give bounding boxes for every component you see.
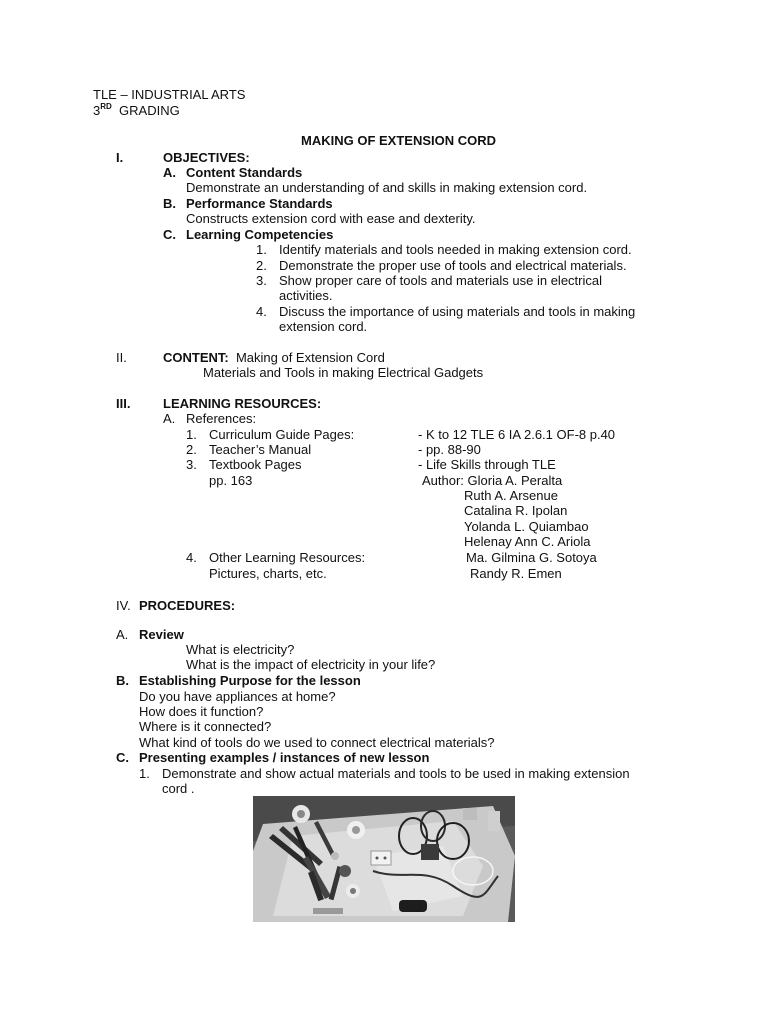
content-standards-label: Content Standards: [186, 165, 303, 180]
reference-pages: pp. 163: [209, 473, 253, 488]
examples-item-text: Demonstrate and show actual materials and tools to be used in making extension: [162, 766, 630, 781]
examples-item-num: 1.: [139, 766, 150, 781]
reference-num: 4.: [186, 550, 197, 565]
content-subtopic: Materials and Tools in making Electrical Gadgets: [203, 365, 484, 380]
reference-num: 1.: [186, 427, 197, 442]
performance-standards-text: Constructs extension cord with ease and dexterity.: [186, 211, 476, 226]
competencies-letter: C.: [163, 227, 176, 242]
reference-label: Curriculum Guide Pages:: [209, 427, 355, 442]
grading-superscript: RD: [100, 101, 112, 111]
review-question: What is electricity?: [186, 642, 295, 657]
review-letter: A.: [116, 627, 129, 642]
references-letter: A.: [163, 411, 176, 426]
reference-sub: Pictures, charts, etc.: [209, 566, 327, 581]
section-label-procedures: PROCEDURES:: [139, 598, 236, 613]
competency-text: Demonstrate the proper use of tools and electrical materials.: [279, 258, 627, 273]
examples-label: Presenting examples / instances of new lesson: [139, 750, 430, 765]
performance-standards-label: Performance Standards: [186, 196, 333, 211]
lesson-title: MAKING OF EXTENSION CORD: [301, 133, 497, 148]
reference-value: - K to 12 TLE 6 IA 2.6.1 OF-8 p.40: [418, 427, 616, 442]
subject-heading: TLE – INDUSTRIAL ARTS: [93, 87, 246, 102]
competencies-label: Learning Competencies: [186, 227, 334, 242]
review-question: What is the impact of electricity in your life?: [186, 657, 436, 672]
competency-text: Identify materials and tools needed in making extension cord.: [279, 242, 632, 257]
grading-number: 3: [93, 103, 101, 118]
competency-text-continued: extension cord.: [279, 319, 368, 334]
section-num-procedures: IV.: [116, 598, 131, 613]
purpose-question: What kind of tools do we used to connect electrical materials?: [139, 735, 495, 750]
purpose-question: How does it function?: [139, 704, 264, 719]
reference-label: Other Learning Resources:: [209, 550, 366, 565]
section-label-content: CONTENT:: [163, 350, 229, 365]
author-name: Ruth A. Arsenue: [464, 488, 558, 503]
examples-item-text-continued: cord .: [162, 781, 195, 796]
purpose-question: Do you have appliances at home?: [139, 689, 336, 704]
purpose-letter: B.: [116, 673, 129, 688]
content-topic: Making of Extension Cord: [235, 350, 385, 365]
competency-text: Discuss the importance of using materials and tools in making: [279, 304, 636, 319]
reference-num: 3.: [186, 457, 197, 472]
references-label: References:: [186, 411, 257, 426]
content-standards-text: Demonstrate an understanding of and skills in making extension cord.: [186, 180, 588, 195]
examples-letter: C.: [116, 750, 129, 765]
performance-standards-letter: B.: [163, 196, 176, 211]
reference-label: Teacher’s Manual: [209, 442, 312, 457]
competency-num: 4.: [256, 304, 267, 319]
author-name: Catalina R. Ipolan: [464, 503, 568, 518]
reference-author: Author: Gloria A. Peralta: [422, 473, 563, 488]
grading-label: [93, 103, 180, 118]
reference-value: Ma. Gilmina G. Sotoya: [466, 550, 597, 565]
competency-text: Show proper care of tools and materials use in electrical: [279, 273, 602, 288]
section-num-resources: III.: [116, 396, 131, 411]
author-name: Yolanda L. Quiambao: [464, 519, 589, 534]
reference-value: - pp. 88-90: [418, 442, 481, 457]
content-line: [163, 350, 385, 365]
competency-num: 2.: [256, 258, 267, 273]
reference-num: 2.: [186, 442, 197, 457]
purpose-question: Where is it connected?: [139, 719, 272, 734]
reference-value: Randy R. Emen: [470, 566, 562, 581]
competency-text-continued: activities.: [279, 288, 333, 303]
section-num-objectives: I.: [116, 150, 124, 165]
reference-value: - Life Skills through TLE: [418, 457, 556, 472]
section-label-objectives: OBJECTIVES:: [163, 150, 250, 165]
reference-label: Textbook Pages: [209, 457, 302, 472]
competency-num: 3.: [256, 273, 267, 288]
purpose-label: Establishing Purpose for the lesson: [139, 673, 361, 688]
review-label: Review: [139, 627, 184, 642]
grading-word: GRADING: [119, 103, 180, 118]
section-num-content: II.: [116, 350, 127, 365]
section-label-resources: LEARNING RESOURCES:: [163, 396, 322, 411]
competency-num: 1.: [256, 242, 267, 257]
author-name: Helenay Ann C. Ariola: [464, 534, 591, 549]
tools-materials-photo: [253, 796, 515, 922]
content-standards-letter: A.: [163, 165, 176, 180]
